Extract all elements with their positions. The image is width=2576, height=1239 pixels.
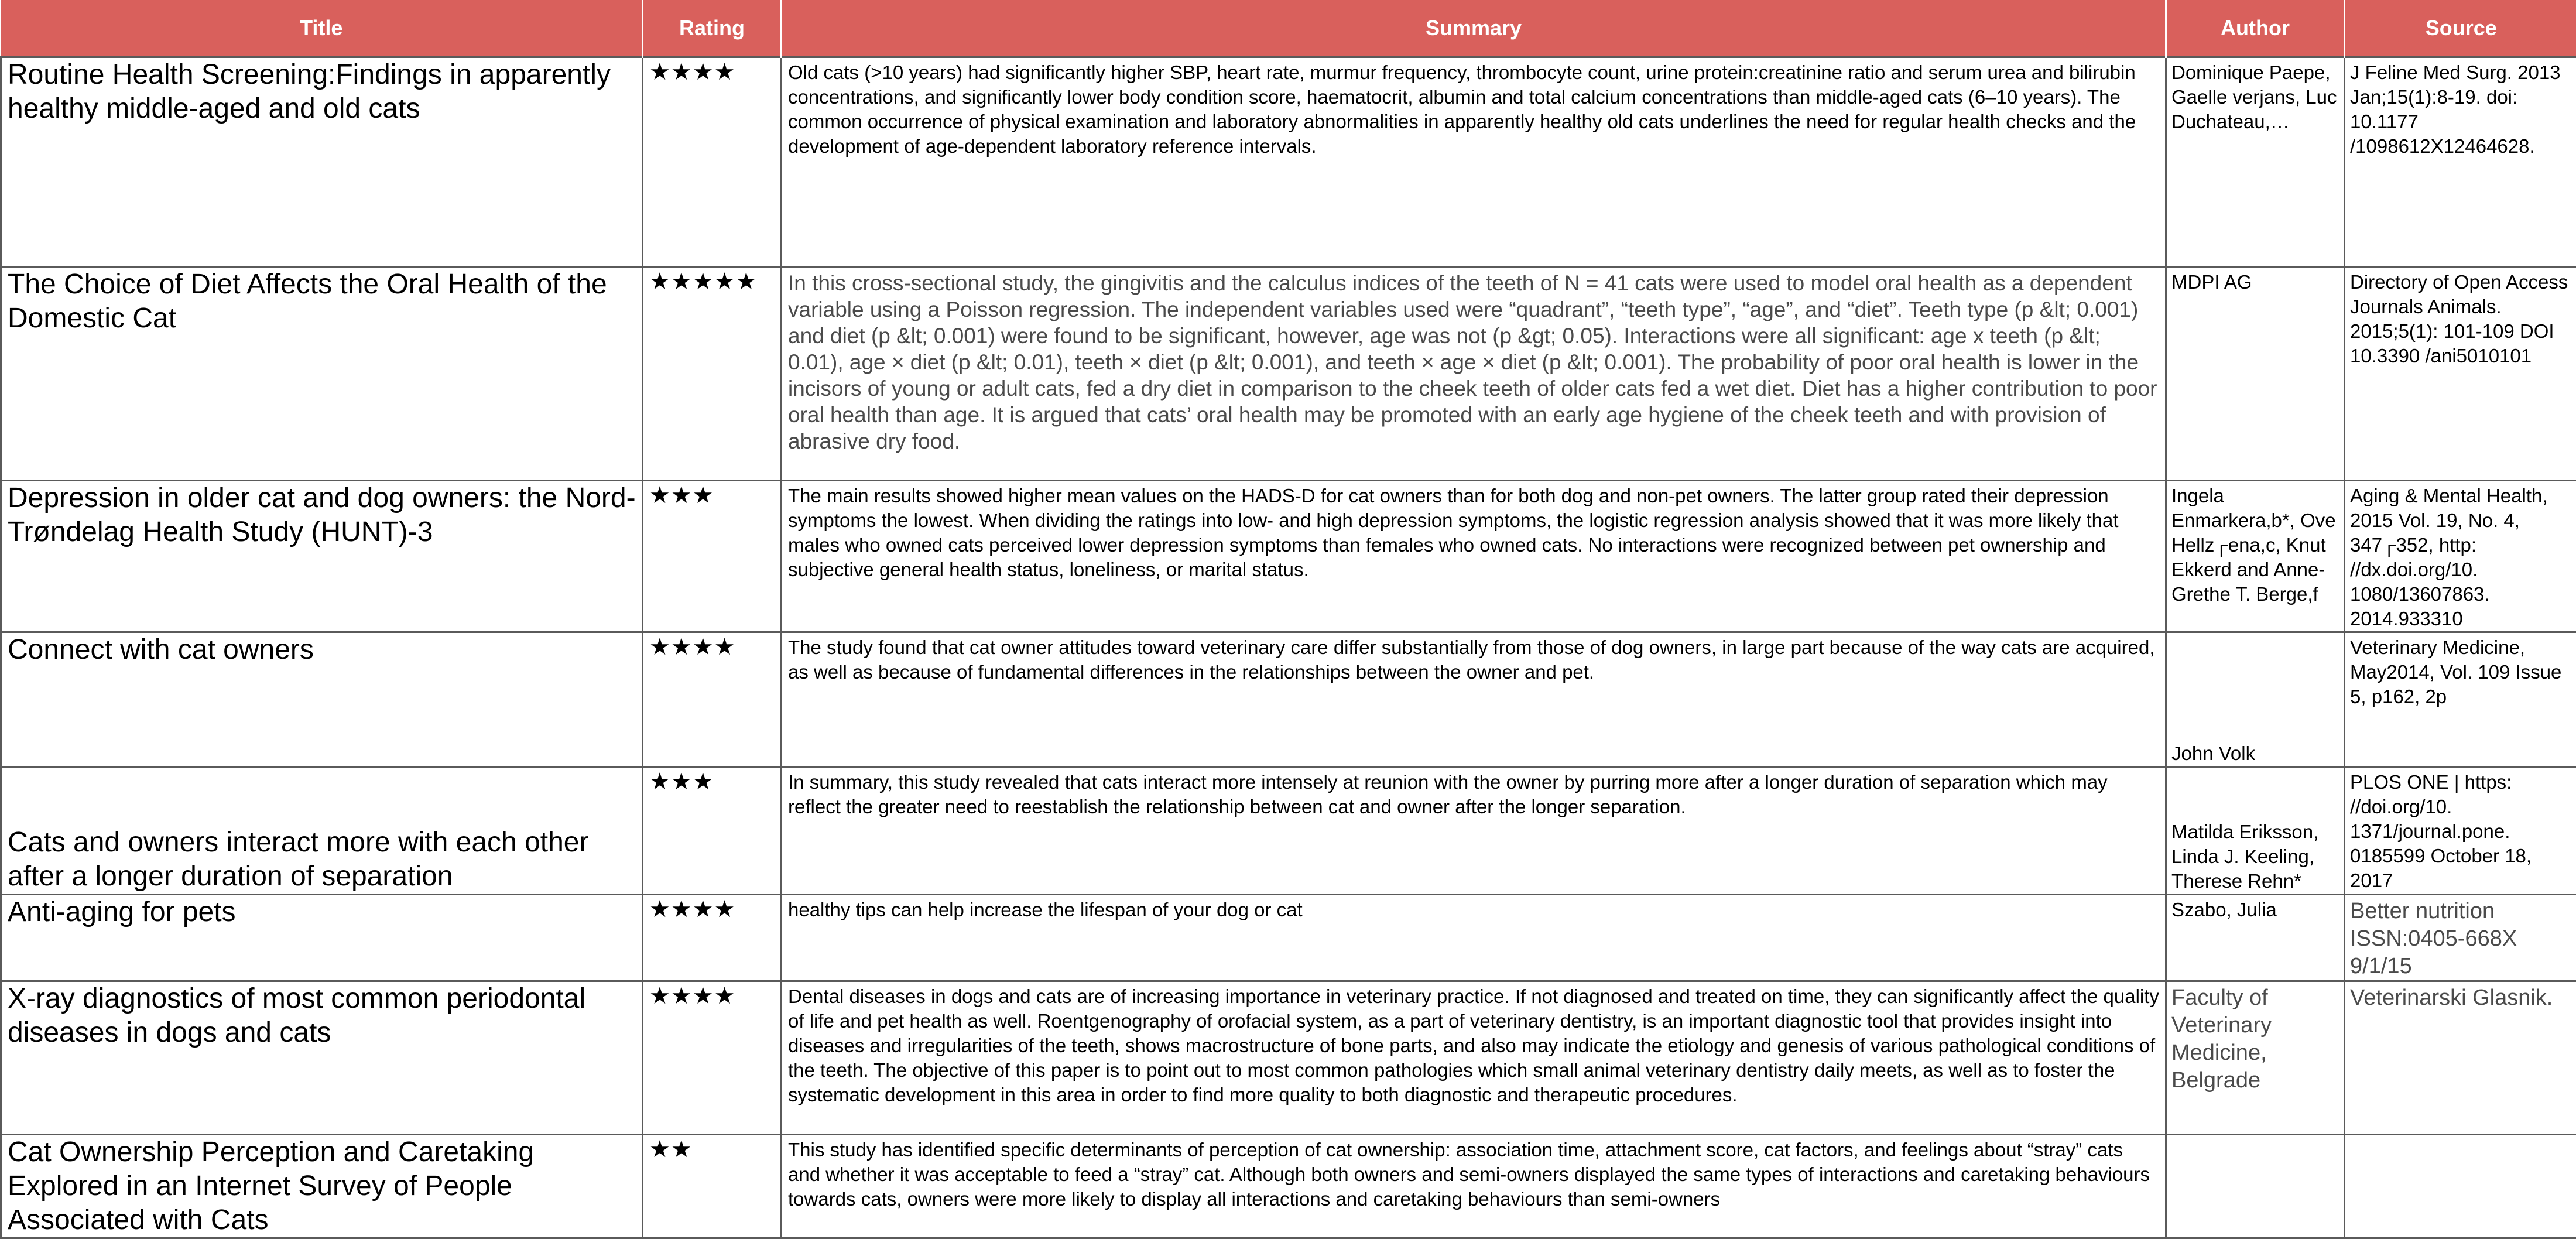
cell-author[interactable]: Faculty of Veterinary Medicine, Belgrade — [2166, 981, 2345, 1135]
cell-source[interactable]: Veterinary Medicine, May2014, Vol. 109 Issue 5, p162, 2p — [2345, 632, 2576, 767]
cell-rating-stars[interactable]: ★★ — [643, 1135, 782, 1238]
column-header-title[interactable]: Title — [1, 0, 643, 57]
table-row — [1, 895, 2576, 981]
cell-rating-stars[interactable]: ★★★★★ — [643, 267, 782, 481]
cell-source[interactable]: PLOS ONE | https: //doi.org/10. 1371/journal.pone. 0185599 October 18, 2017 — [2345, 767, 2576, 895]
cell-rating-stars[interactable]: ★★★★ — [643, 895, 782, 981]
cell-summary[interactable]: The study found that cat owner attitudes toward veterinary care differ substantially from those of dog owners, in large part because of the way cats are acquired, as well as because of fundamental differences in the relationships between the owner and pet. — [782, 632, 2166, 767]
column-header-summary[interactable]: Summary — [782, 0, 2166, 57]
table-row — [1, 57, 2576, 267]
cell-author[interactable]: Szabo, Julia — [2166, 895, 2345, 981]
cell-title[interactable]: Cat Ownership Perception and Caretaking Explored in an Internet Survey of People Associated with Cats — [1, 1135, 643, 1238]
cell-source[interactable]: Better nutrition ISSN:0405-668X 9/1/15 — [2345, 895, 2576, 981]
cell-summary[interactable]: healthy tips can help increase the lifespan of your dog or cat — [782, 895, 2166, 981]
table-row — [1, 981, 2576, 1135]
header-row — [1, 0, 2576, 57]
cell-source[interactable] — [2345, 1135, 2576, 1238]
cell-author[interactable]: John Volk — [2166, 632, 2345, 767]
cell-rating-stars[interactable]: ★★★ — [643, 481, 782, 632]
cell-title[interactable]: X-ray diagnostics of most common periodontal diseases in dogs and cats — [1, 981, 643, 1135]
column-header-source[interactable]: Source — [2345, 0, 2576, 57]
table-row — [1, 481, 2576, 632]
cell-title[interactable]: Connect with cat owners — [1, 632, 643, 767]
cell-source[interactable]: Directory of Open Access Journals Animals. 2015;5(1): 101-109 DOI 10.3390 /ani5010101 — [2345, 267, 2576, 481]
column-header-author[interactable]: Author — [2166, 0, 2345, 57]
column-header-rating[interactable]: Rating — [643, 0, 782, 57]
cell-rating-stars[interactable]: ★★★★ — [643, 981, 782, 1135]
cell-source[interactable]: Aging & Mental Health, 2015 Vol. 19, No. 4, 347┌352, http: //dx.doi.org/10. 1080/13607863. 2014.933310 — [2345, 481, 2576, 632]
cell-author[interactable]: Matilda Eriksson, Linda J. Keeling, Therese Rehn* — [2166, 767, 2345, 895]
cell-title[interactable]: The Choice of Diet Affects the Oral Health of the Domestic Cat — [1, 267, 643, 481]
cell-summary[interactable]: The main results showed higher mean values on the HADS-D for cat owners than for both dog and non-pet owners. The latter group rated their depression symptoms the lowest. When dividing the ratings into low- and high depression symptoms, the logistic regression analysis showed that it was more likely that males who owned cats perceived lower depression symptoms than females who owned cats. No interactions were recognized between pet ownership and subjective general health status, loneliness, or marital status. — [782, 481, 2166, 632]
cell-source[interactable]: Veterinarski Glasnik. — [2345, 981, 2576, 1135]
cell-title[interactable]: Anti-aging for pets — [1, 895, 643, 981]
table-row — [1, 1135, 2576, 1238]
cell-summary[interactable]: In this cross-sectional study, the gingivitis and the calculus indices of the teeth of N = 41 cats were used to model oral health as a dependent variable using a Poisson regression. The independent variables used were “quadrant”, “teeth type”, “age”, and “diet”. Teeth type (p &lt; 0.001) and diet (p &lt; 0.001) were found to be significant, however, age was not (p &gt; 0.05). Interactions were all significant: age x teeth (p &lt; 0.01), age × diet (p &lt; 0.01), teeth × diet (p &lt; 0.001), and teeth × age × diet (p &lt; 0.001). The probability of poor oral health is lower in the incisors of young or adult cats, fed a dry diet in comparison to the cheek teeth of older cats fed a wet diet. Diet has a higher contribution to poor oral health than age. It is argued that cats’ oral health may be promoted with an early age hygiene of the cheek teeth and with provision of abrasive dry food. — [782, 267, 2166, 481]
cell-rating-stars[interactable]: ★★★★ — [643, 57, 782, 267]
cell-source[interactable]: J Feline Med Surg. 2013 Jan;15(1):8-19. doi: 10.1177 /1098612X12464628. — [2345, 57, 2576, 267]
table-row — [1, 267, 2576, 481]
cell-author[interactable]: Dominique Paepe, Gaelle verjans, Luc Duchateau,… — [2166, 57, 2345, 267]
cell-rating-stars[interactable]: ★★★★ — [643, 632, 782, 767]
cell-author[interactable] — [2166, 1135, 2345, 1238]
table-row — [1, 632, 2576, 767]
cell-author[interactable]: Ingela Enmarkera,b*, Ove Hellz┌ena,c, Knut Ekkerd and Anne-Grethe T. Berge,f — [2166, 481, 2345, 632]
cell-summary[interactable]: In summary, this study revealed that cats interact more intensely at reunion with the owner by purring more after a longer duration of separation which may reflect the greater need to reestablish the relationship between cat and owner after the longer separation. — [782, 767, 2166, 895]
cell-author[interactable]: MDPI AG — [2166, 267, 2345, 481]
cell-title[interactable]: Routine Health Screening:Findings in apparently healthy middle-aged and old cats — [1, 57, 643, 267]
cell-title[interactable]: Cats and owners interact more with each other after a longer duration of separation — [1, 767, 643, 895]
cell-rating-stars[interactable]: ★★★ — [643, 767, 782, 895]
cell-summary[interactable]: Old cats (>10 years) had significantly higher SBP, heart rate, murmur frequency, thrombocyte count, urine protein:creatinine ratio and serum urea and bilirubin concentrations, and significantly lower body condition score, haematocrit, albumin and total calcium concentrations than middle-aged cats (6–10 years). The common occurrence of physical examination and laboratory abnormalities in apparently healthy old cats underlines the need for regular health checks and the development of age-dependent laboratory reference intervals. — [782, 57, 2166, 267]
cell-summary[interactable]: This study has identified specific determinants of perception of cat ownership: association time, attachment score, cat factors, and feelings about “stray” cats and whether it was acceptable to feed a “stray” cat. Although both owners and semi-owners displayed the same types of interactions and caretaking behaviours towards cats, owners were more likely to display all interactions and caretaking behaviours than semi-owners — [782, 1135, 2166, 1238]
cell-title[interactable]: Depression in older cat and dog owners: the Nord-Trøndelag Health Study (HUNT)-3 — [1, 481, 643, 632]
cell-summary[interactable]: Dental diseases in dogs and cats are of increasing importance in veterinary practice. If not diagnosed and treated on time, they can significantly affect the quality of life and pet health as well. Roentgenography of orofacial system, as a part of veterinary dentistry, is an important diagnostic tool that provides insight into diseases and irregularities of the teeth, shows macrostructure of bone parts, and also may indicate the etiology and genesis of various pathological conditions of the teeth. The objective of this paper is to point out to most common pathologies which small animal veterinary dentistry daily meets, as well as to foster the systematic development in this area in order to find more quality to both diagnostic and therapeutic procedures. — [782, 981, 2166, 1135]
table-row — [1, 767, 2576, 895]
